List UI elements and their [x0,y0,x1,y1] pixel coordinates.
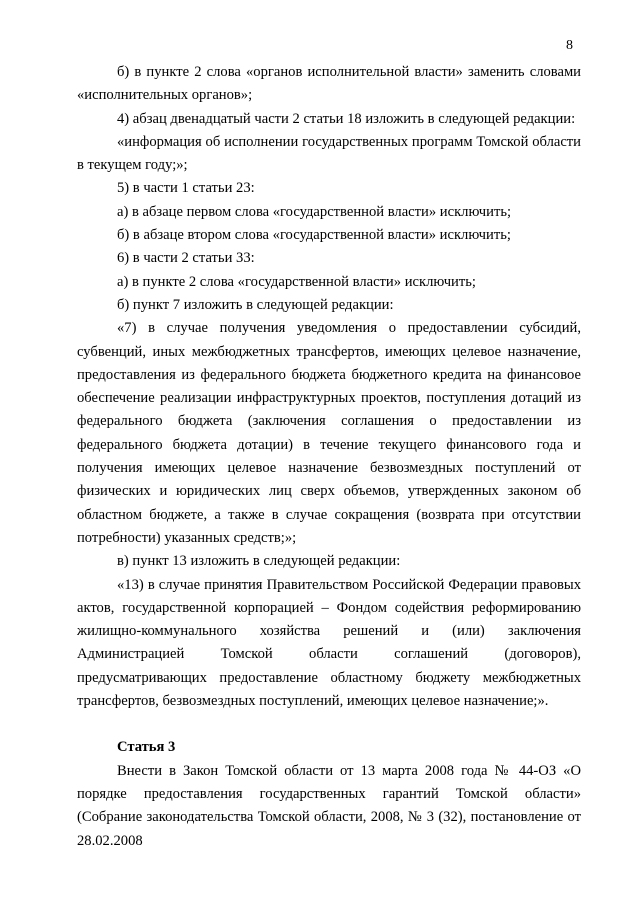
paragraph-quote-point-7: «7) в случае получения уведомления о предоставлении субсидий, субвенций, иных межбюджетных трансфертов, имеющих целевое назначение, предоставления из федерального бюджета бюджетного кредита на финансовое обеспечение реализации инфраструктурных проектов, поступления дотаций из федерального бюджета (заключения соглашения о предоставлении из федерального бюджета дотации) в течение текущего финансового года и получения имеющих целевое назначение безвозмездных поступлений от физических и юридических лиц сверх объемов, утвержденных законом об областном бюджете, а также в случае сокращения (возврата при отсутствии потребности) указанных средств;»; [77,320,581,546]
paragraph-4-article-18: 4) абзац двенадцатый части 2 статьи 18 изложить в следующей редакции: [117,110,576,127]
paragraph-quote-state-programs: «информация об исполнении государственных программ Томской области в текущем году;»; [77,133,581,174]
article-heading: Статья 3 [117,739,176,756]
paragraph-b-second-subparagraph: б) в абзаце втором слова «государственной власти» исключить; [117,227,511,244]
document-body [77,61,581,853]
article-3-text: Внести в Закон Томской области от 13 марта 2008 года № 44-ОЗ «О порядке предоставления государственных гарантий Томской области» (Собрание законодательства Томской области, 2008, № 3 (32), постановление от 28.02.2008 [77,762,581,849]
paragraph-a-point-2: а) в пункте 2 слова «государственной власти» исключить; [117,273,476,290]
paragraph-a-first-subparagraph: а) в абзаце первом слова «государственной власти» исключить; [117,203,512,220]
paragraph-v-point-13: в) пункт 13 изложить в следующей редакции: [117,553,401,570]
paragraph-b-point-2: б) в пункте 2 слова «органов исполнительной власти» заменить словами «исполнительных органов»; [77,64,581,104]
paragraph-5-article-23: 5) в части 1 статьи 23: [117,180,255,197]
paragraph-6-article-33: 6) в части 2 статьи 33: [117,250,255,267]
paragraph-quote-point-13: «13) в случае принятия Правительством Российской Федерации правовых актов, государственной корпорацией – Фондом содействия реформированию жилищно-коммунального хозяйства решений и (или) заключения Администрацией Томской области соглашений (договоров), предусматривающих предоставление областному бюджету межбюджетных трансфертов, безвозмездных поступлений, имеющих целевое назначение;». [77,576,581,710]
page-number: 8 [566,38,573,53]
paragraph-b-point-7: б) пункт 7 изложить в следующей редакции: [117,296,394,313]
